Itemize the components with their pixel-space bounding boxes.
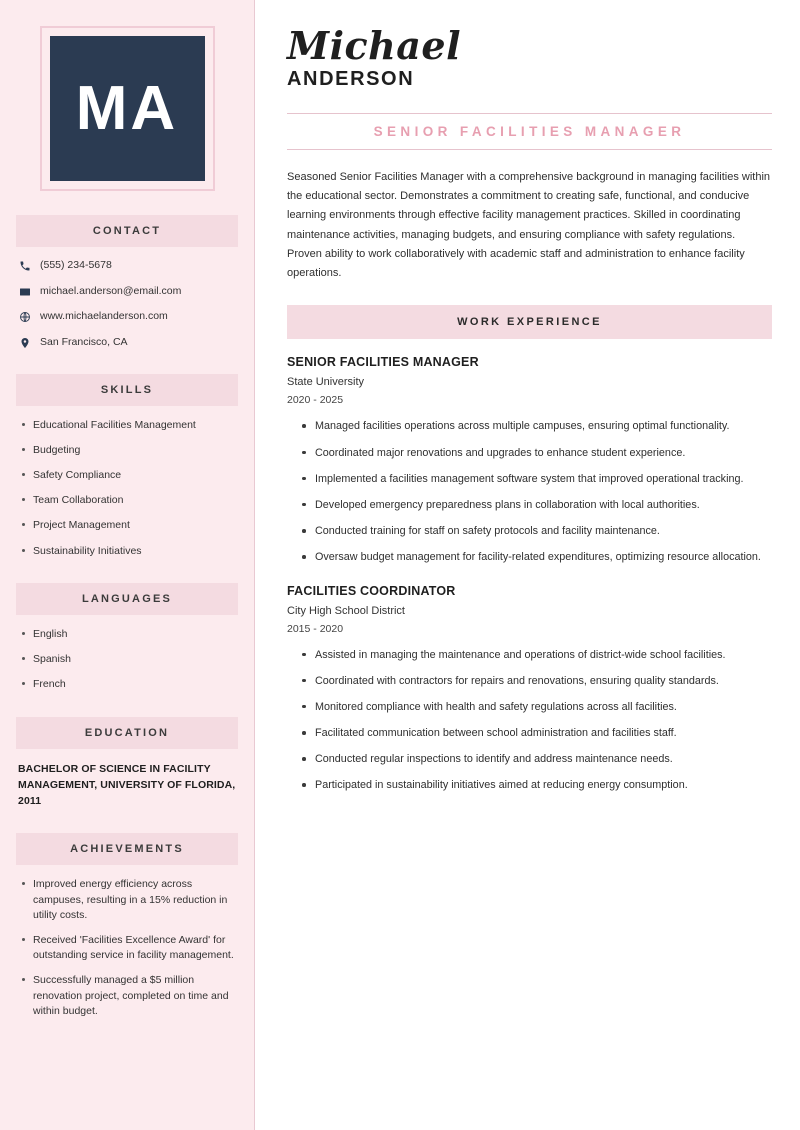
job-dates: 2015 - 2020: [287, 622, 344, 635]
list-item: Monitored compliance with health and safety regulations across all facilities.: [301, 699, 772, 715]
work-experience-heading: WORK EXPERIENCE: [287, 305, 772, 339]
list-item: Educational Facilities Management: [20, 418, 238, 433]
monogram-frame: [40, 26, 215, 191]
contact-item-website: [18, 310, 236, 324]
phone-icon: [18, 260, 31, 272]
job-role: SENIOR FACILITIES MANAGER: [287, 355, 479, 370]
contact-list: [16, 259, 238, 350]
job-role: FACILITIES COORDINATOR: [287, 583, 456, 598]
contact-heading: CONTACT: [16, 215, 238, 247]
main-content: [255, 0, 800, 1130]
job-title-block: [287, 113, 772, 150]
sidebar: [0, 0, 255, 1130]
contact-item-location: [18, 336, 236, 350]
skills-list: [16, 418, 238, 559]
professional-summary: Seasoned Senior Facilities Manager with a comprehensive background in managing facilities within the educational sector. Demonstrates a commitment to creating safe, functional, and conducive learning environments through effective facility management practices. Skilled in coordinating maintenance activities, managing budgets, and ensuring compliance with safety regulations. Proven ability to work collaboratively with academic staff and administration to enhance facility operations.: [287, 170, 771, 280]
contact-value: michael.anderson@email.com: [40, 284, 182, 297]
list-item: Facilitated communication between school administration and facilities staff.: [301, 725, 772, 741]
experience-entry: [287, 584, 772, 794]
contact-value: (555) 234-5678: [40, 259, 112, 271]
job-company: State University: [287, 376, 365, 389]
list-item: Implemented a facilities management software system that improved operational tracking.: [301, 471, 772, 487]
languages-list: [16, 627, 238, 693]
list-item: Coordinated with contractors for repairs and renovations, ensuring quality standards.: [301, 673, 772, 689]
list-item: Assisted in managing the maintenance and operations of district-wide school facilities.: [301, 647, 772, 663]
list-item: Budgeting: [20, 443, 238, 458]
monogram-initials: MA: [75, 74, 179, 143]
experience-entry: [287, 355, 772, 565]
job-company: City High School District: [287, 604, 405, 617]
first-name: Michael: [287, 23, 461, 68]
list-item: Developed emergency preparedness plans in collaboration with local authorities.: [301, 497, 772, 513]
list-item: Improved energy efficiency across campuses, resulting in a 15% reduction in utility costs.: [20, 877, 238, 923]
contact-item-phone: [18, 259, 236, 273]
languages-heading: LANGUAGES: [16, 583, 238, 615]
list-item: Team Collaboration: [20, 493, 238, 508]
list-item: Conducted regular inspections to identify and address maintenance needs.: [301, 751, 772, 767]
list-item: Coordinated major renovations and upgrades to enhance student experience.: [301, 445, 772, 461]
list-item: Oversaw budget management for facility-related expenditures, optimizing resource allocation.: [301, 549, 772, 565]
achievements-list: [16, 877, 238, 1019]
skills-heading: SKILLS: [16, 374, 238, 406]
contact-value: www.michaelanderson.com: [40, 310, 168, 323]
list-item: Conducted training for staff on safety protocols and facility maintenance.: [301, 523, 772, 539]
job-bullet-list: [287, 418, 772, 565]
education-heading: EDUCATION: [16, 717, 238, 749]
monogram-box: [50, 36, 205, 181]
education-entry: BACHELOR OF SCIENCE IN FACILITY MANAGEMENT, UNIVERSITY OF FLORIDA, 2011: [18, 762, 236, 808]
achievements-heading: ACHIEVEMENTS: [16, 833, 238, 865]
list-item: Spanish: [20, 652, 238, 667]
list-item: French: [20, 677, 238, 692]
list-item: Project Management: [20, 518, 238, 533]
list-item: English: [20, 627, 238, 642]
list-item: Received 'Facilities Excellence Award' for outstanding service in facility management.: [20, 933, 238, 963]
page-title: SENIOR FACILITIES MANAGER: [373, 123, 686, 139]
contact-item-email: [18, 285, 236, 299]
list-item: Managed facilities operations across multiple campuses, ensuring optimal functionality.: [301, 418, 772, 434]
location-pin-icon: [18, 337, 31, 349]
list-item: Successfully managed a $5 million renovation project, completed on time and within budget.: [20, 973, 238, 1019]
last-name: ANDERSON: [287, 67, 415, 90]
list-item: Sustainability Initiatives: [20, 544, 238, 559]
globe-icon: [18, 311, 31, 323]
job-dates: 2020 - 2025: [287, 394, 344, 407]
job-bullet-list: [287, 647, 772, 794]
contact-value: San Francisco, CA: [40, 335, 128, 348]
email-icon: [18, 286, 31, 298]
list-item: Participated in sustainability initiatives aimed at reducing energy consumption.: [301, 777, 772, 793]
list-item: Safety Compliance: [20, 468, 238, 483]
